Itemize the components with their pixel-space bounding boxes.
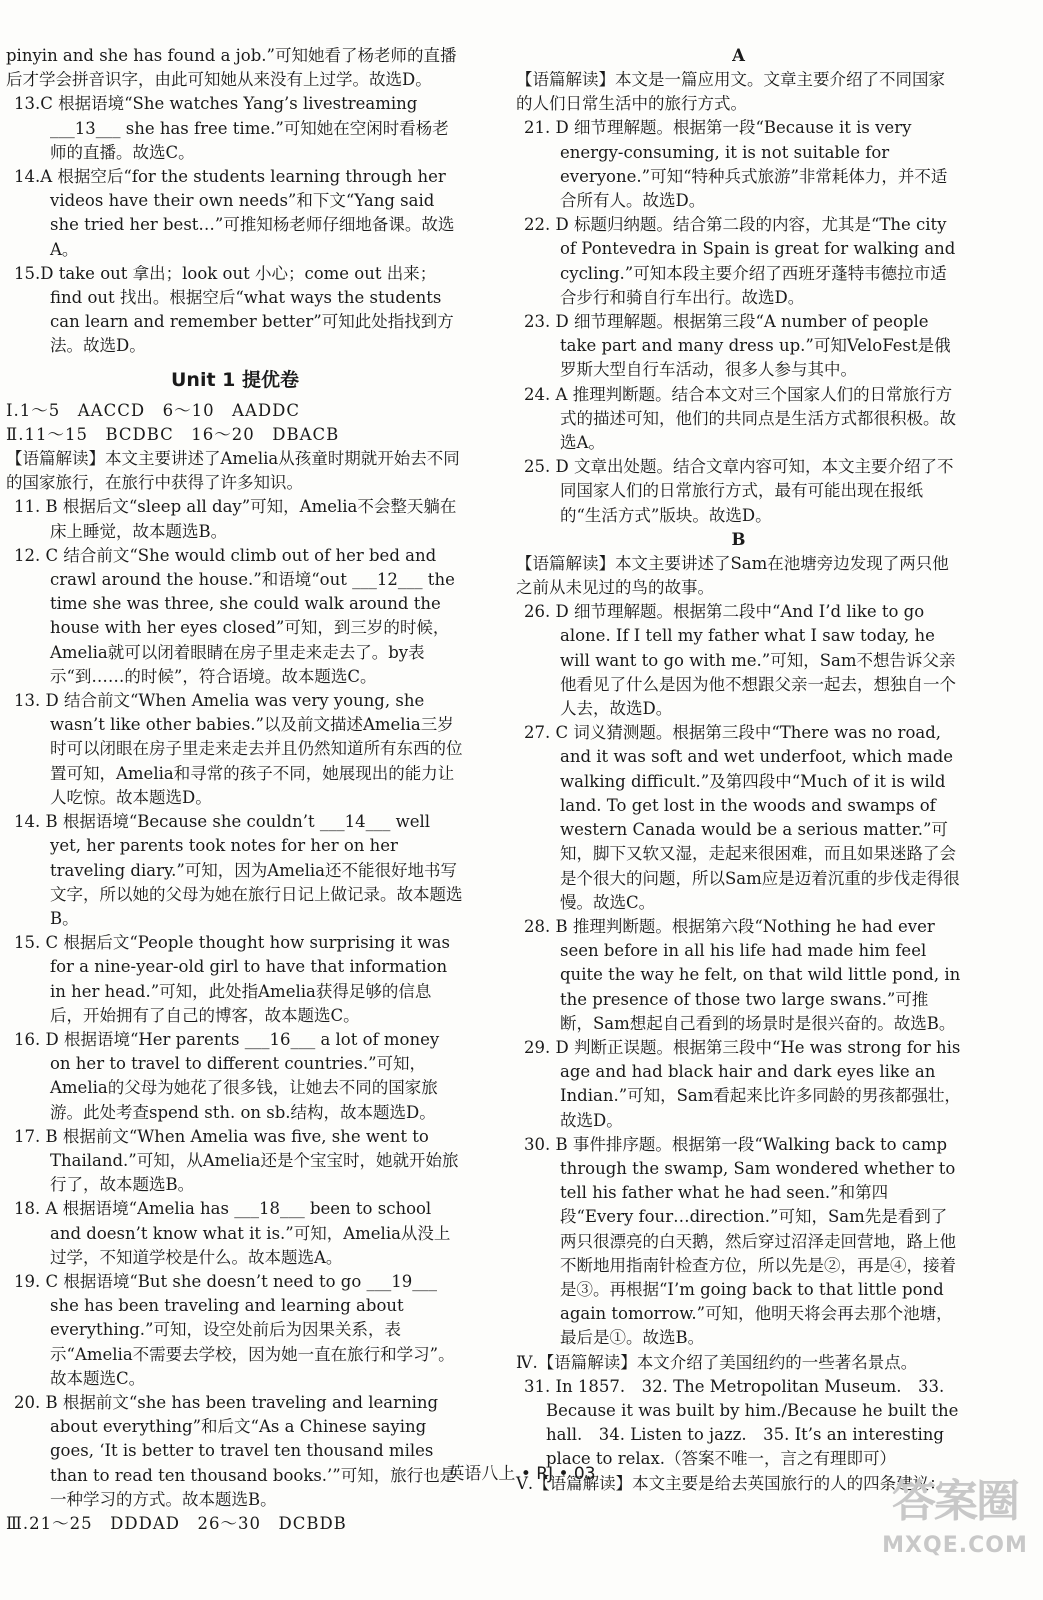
left-column [6,44,464,1536]
answer-item: 15. C 根据后文“People thought how surprising it was for a nine-year-old girl to have that information in her head.”可知，此处指Amelia获得足够的信息后，开始拥有了自己的博客，故本题选C。 [14,933,450,1025]
section-heading-a: A [732,46,745,65]
passage-analysis: 【语篇解读】本文是一篇应用文。文章主要介绍了不同国家的人们日常生活中的旅行方式。 [516,70,945,114]
right-column [516,44,961,1496]
answer-item: 17. B 根据前文“When Amelia was five, she went to Thailand.”可知，从Amelia还是个宝宝时，她就开始旅行了，故本题选B。 [14,1126,459,1195]
answer-item: 30. B 事件排序题。根据第一段“Walking back to camp through the swamp, Sam wondered whether to tell his father what he had seen.”和第四段“Every four…direction.”可知，Sam先是看到了两只很漂亮的白天鹅，然后穿过沼泽走回营地，路上他不断地用指南针检查方位，所以先是②，再是④，接着是③。再根据“I’m going back to that little pond again tomorrow.”可知，他明天将会再去那个池塘，最后是①。故选B。 [524,1134,956,1348]
page-footer: 英语八上 • RJ • 03 [447,1464,596,1484]
passage-analysis: Ⅴ.【语篇解读】本文主要是给去英国旅行的人的四条建议： [516,1473,946,1493]
section-heading-b: B [731,529,746,549]
watermark-logo [880,1470,1030,1590]
answer-item: 19. C 根据语境“But she doesn’t need to go ___19___ she has been traveling and learning about everything.”可知，设空处前后为因果关系，表示“Amelia不需要去学校，因为她一直在旅行和学习”。故本题选C。 [14,1271,455,1388]
answer-item: 16. D 根据语境“Her parents ___16___ a lot of money on her to travel to different countries.”可知，Amelia的父母为她花了很多钱，让她去不同的国家旅游。此处考查spend sth. on sb.结构，故本题选D。 [14,1029,440,1122]
answer-item: 28. B 推理判断题。根据第六段“Nothing he had ever seen before in all his life had made him feel quite the way he felt, on that wild little pond, in the presence of those two large swans.”可推断，Sam想起自己看到的场景时是很兴奋的。故选B。 [524,916,961,1033]
answer-item: 24. A 推理判断题。结合本文对三个国家人们的日常旅行方式的描述可知，他们的共同点是生活方式都很积极。故选A。 [524,384,956,453]
answer-item: 12. C 结合前文“She would climb out of her bed and crawl around the house.”和语境“out ___12___ the time she was three, she could walk around the house with her eyes closed”可知，到三岁的时候，Amelia就可以闭着眼睛在房子里走来走去了。by表示“到……的时候”，符合语境。故本题选C。 [14,545,455,686]
answer-key-III: Ⅲ.21～25 DDDAD 26～30 DCBDB [6,1513,347,1533]
answer-key-IV: 31. In 1857. 32. The Metropolitan Museum. 33. Because it was built by him./Because he built the hall. 34. Listen to jazz. 35. It’s an interesting place to relax.（答案不唯一，言之有理即可） [524,1376,959,1469]
answer-item: 13.C 根据语境“She watches Yang’s livestreaming ___13___ she has free time.”可知她在空闲时看杨老师的直播。故选C。 [14,94,449,162]
answer-item: 27. C 词义猜测题。根据第三段中“There was no road, and it was soft and wet underfoot, which made walking difficult.”及第四段中“Much of it is wild land. To get lost in the woods and swamps of western Canada would be a serious matter.”可知，脚下又软又湿，走起来很困难，而且如果迷路了会是个很大的问题，所以Sam应是迈着沉重的步伐走得很慢。故选C。 [524,723,960,912]
unit-title: Unit 1 提优卷 [171,368,299,391]
answer-item: 14.A 根据空后“for the students learning through her videos have their own needs”和下文“Yang said she tried her best…”可推知杨老师仔细地备课。故选A。 [14,167,455,259]
answer-item: 26. D 细节理解题。根据第二段中“And I’d like to go alone. If I tell my father what I saw today, he will want to go with me.”可知，Sam不想告诉父亲他看见了什么是因为他不想跟父亲一起去，想独自一个人去，故选D。 [524,602,956,719]
answer-item: 11. B 根据后文“sleep all day”可知，Amelia不会整天躺在床上睡觉，故本题选B。 [14,497,457,541]
answer-key-II: Ⅱ.11～15 BCDBC 16～20 DBACB [6,424,340,444]
answer-item: 14. B 根据语境“Because she couldn’t ___14___ well yet, her parents took notes for her on her traveling diary.”可知，因为Amelia还不能很好地书写文字，所以她的父母为她在旅行日记上做记录。故本题选B。 [14,812,463,928]
answer-item: 15.D take out 拿出；look out 小心；come out 出来；find out 找出。根据空后“what ways the students can learn and remember better”可知此处指找到方法。故选D。 [14,263,454,356]
answer-item: 29. D 判断正误题。根据第三段中“He was strong for his age and had black hair and dark eyes like an Indian.”可知，Sam看起来比许多同龄的男孩都强壮，故选D。 [524,1037,961,1130]
passage-analysis: 【语篇解读】本文主要讲述了Amelia从孩童时期就开始去不同的国家旅行，在旅行中获得了许多知识。 [6,449,460,493]
answer-key-I: Ⅰ.1～5 AACCD 6～10 AADDC [6,400,300,420]
answer-item: 20. B 根据前文“she has been traveling and learning about everything”和后文“As a Chinese saying goes, ‘It is better to travel ten thousand miles than to read ten thousand books.’”可知，旅行也是一种学习的方式。故本题选B。 [14,1392,457,1509]
answer-item: 13. D 结合前文“When Amelia was very young, she wasn’t like other babies.”以及前文描述Amelia三岁时可以闭眼在房子里走来走去并且仍然知道所有东西的位置可知，Amelia和寻常的孩子不同，她展现出的能力让人吃惊。故本题选D。 [14,691,463,807]
answer-paragraph: pinyin and she has found a job.”可知她看了杨老师的直播后才学会拼音识字，由此可知她从来没有上过学。故选D。 [6,46,457,90]
passage-analysis: 【语篇解读】本文主要讲述了Sam在池塘旁边发现了两只他之前从未见过的鸟的故事。 [516,553,949,598]
answer-item: 21. D 细节理解题。根据第一段“Because it is very energy-consuming, it is not suitable for everyone.”可知“特种兵式旅游”非常耗体力，并不适合所有人。故选D。 [524,118,948,211]
passage-analysis: Ⅳ.【语篇解读】本文介绍了美国纽约的一些著名景点。 [516,1352,918,1372]
answer-item: 25. D 文章出处题。结合文章内容可知，本文主要介绍了不同国家人们的日常旅行方式，最有可能出现在报纸的“生活方式”版块。故选D。 [524,457,954,525]
answer-item: 23. D 细节理解题。根据第三段“A number of people take part and many dress up.”可知VeloFest是俄罗斯大型自行车活动，很多人参与其中。 [524,312,951,380]
answer-item: 22. D 标题归纳题。结合第二段的内容，尤其是“The city of Pontevedra in Spain is great for walking and cycling.”可知本段主要介绍了西班牙蓬特韦德拉市适合步行和骑自行车出行。故选D。 [524,215,956,307]
answer-item: 18. A 根据语境“Amelia has ___18___ been to school and doesn’t know what it is.”可知，Amelia从没上过学，不知道学校是什么。故本题选A。 [14,1199,451,1267]
watermark-url: MXQE.COM [882,1533,1028,1558]
watermark-mark: 答案圈 [892,1476,1018,1527]
